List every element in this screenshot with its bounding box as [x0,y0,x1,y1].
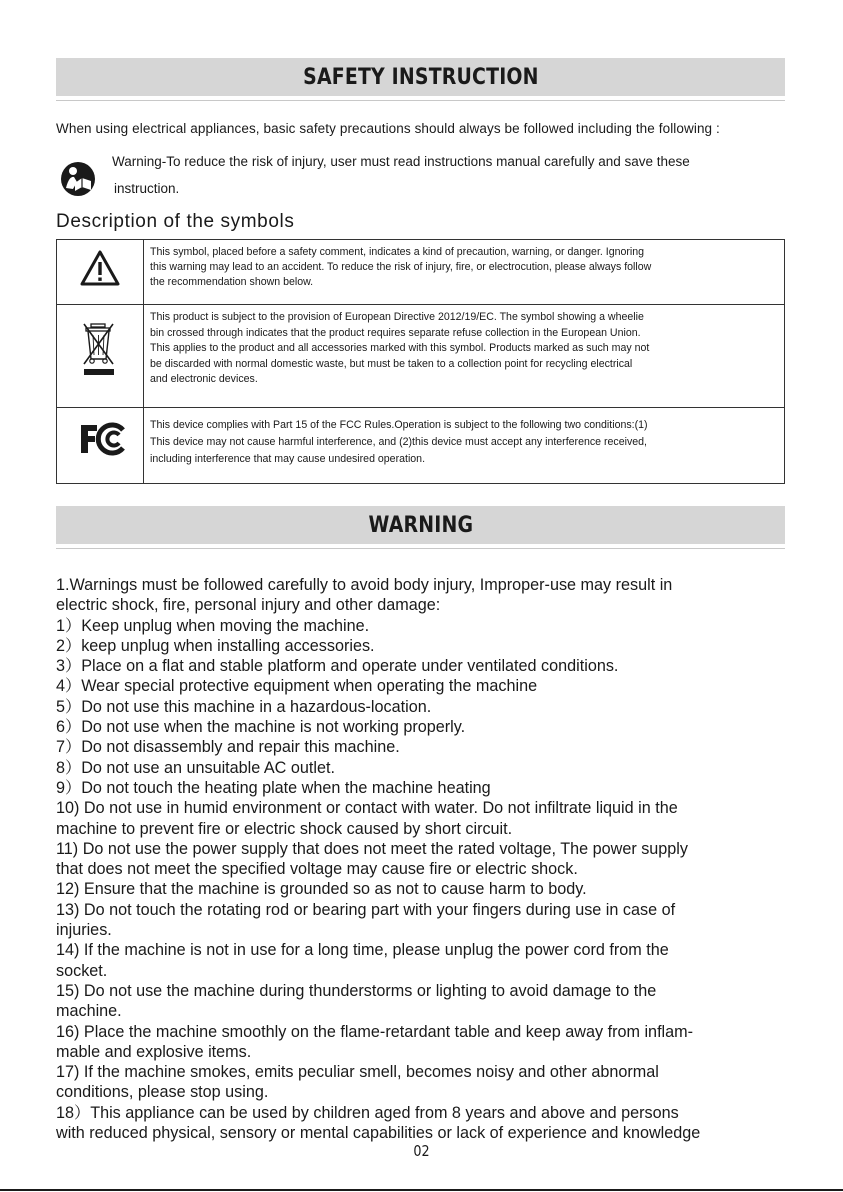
warning-line: 9）Do not touch the heating plate when the machine heating [56,778,491,797]
warning-line: 3）Place on a flat and stable platform and operate under ventilated conditions. [56,657,619,676]
intro-text: When using electrical appliances, basic safety precautions should always be followed including the following : [56,121,720,136]
symbols-heading: Description of the symbols [56,211,295,232]
table-row [57,240,785,305]
warning-line: 15) Do not use the machine during thunderstorms or lighting to avoid damage to the [56,981,657,1000]
warning-line: conditions, please stop using. [56,1083,269,1102]
page-bottom-border [0,1189,843,1191]
warning-line: that does not meet the specified voltage may cause fire or electric shock. [56,860,578,879]
warning-line: socket. [56,961,108,980]
description-line: this warning may lead to an accident. To reduce the risk of injury, fire, or electrocution, please always follow [150,261,652,273]
warning-line: mable and explosive items. [56,1042,252,1061]
symbol-description [144,305,785,408]
description-line: be discarded with normal domestic waste, but must be taken to a collection point for recycling electrical [150,357,633,370]
warning-line: injuries. [56,921,112,940]
description-line: the recommendation shown below. [150,276,314,288]
warning-line: machine to prevent fire or electric shock caused by short circuit. [56,819,513,838]
table-row [57,305,785,408]
description-line: This device complies with Part 15 of the FCC Rules.Operation is subject to the following two conditions:(1) [150,419,648,431]
warning-line: 6）Do not use when the machine is not working properly. [56,718,466,737]
description-line: This device may not cause harmful interference, and (2)this device must accept any interference received, [150,436,647,448]
warning-line: 12) Ensure that the machine is grounded so as not to cause harm to body. [56,880,587,899]
warning-line: 8）Do not use an unsuitable AC outlet. [56,758,335,777]
page-number: 02 [413,1142,430,1160]
fcc-logo-icon [79,422,127,456]
divider [56,548,785,549]
description-line: This applies to the product and all accessories marked with this symbol. Products marked as such may not [150,342,650,354]
warning-line: 10) Do not use in humid environment or contact with water. Do not infiltrate liquid in the [56,799,678,818]
safety-instruction-banner [56,58,785,96]
warning-line: 13) Do not touch the rotating rod or bearing part with your fingers during use in case of [56,900,676,919]
read-manual-icon [60,161,96,197]
symbol-cell [57,305,144,408]
symbol-description [144,408,785,484]
warning-line: 1）Keep unplug when moving the machine. [56,616,370,635]
symbols-table [56,239,785,484]
symbol-description [144,240,785,305]
warning-banner [56,506,785,544]
symbol-cell [57,240,144,305]
divider [56,100,785,101]
warning-line: 18）This appliance can be used by children aged from 8 years and above and persons [56,1103,679,1122]
caution-triangle-icon [80,250,120,286]
description-line: This product is subject to the provision of European Directive 2012/19/EC. The symbol showing a wheelie [150,311,644,323]
warning-line: with reduced physical, sensory or mental capabilities or lack of experience and knowledge [56,1124,701,1143]
warning-line: electric shock, fire, personal injury and other damage: [56,596,441,615]
warning-line: 11) Do not use the power supply that does not meet the rated voltage, The power supply [56,839,688,858]
warning-list [56,575,796,1143]
warning-note-line1: Warning-To reduce the risk of injury, user must read instructions manual carefully and save these [112,154,690,169]
symbol-cell [57,408,144,484]
warning-line: 2）keep unplug when installing accessories. [56,636,375,655]
description-line: including interference that may cause undesired operation. [150,453,426,465]
warning-line: 7）Do not disassembly and repair this machine. [56,738,400,757]
warning-line: 1.Warnings must be followed carefully to avoid body injury, Improper-use may result in [56,576,673,594]
safety-instruction-title: SAFETY INSTRUCTION [302,64,539,90]
description-line: and electronic devices. [150,373,258,385]
warning-line: 16) Place the machine smoothly on the flame-retardant table and keep away from inflam- [56,1022,694,1041]
warning-line: 14) If the machine is not in use for a long time, please unplug the power cord from the [56,941,669,960]
warning-note-line2: instruction. [114,181,180,196]
warning-line: machine. [56,1002,122,1021]
description-line: bin crossed through indicates that the product requires separate refuse collection in the European Union. [150,326,641,339]
description-line: This symbol, placed before a safety comment, indicates a kind of precaution, warning, or danger. Ignoring [150,246,645,258]
warning-title: WARNING [368,512,473,538]
warning-line: 5）Do not use this machine in a hazardous-location. [56,697,432,716]
warning-line: 17) If the machine smokes, emits peculiar smell, becomes noisy and other abnormal [56,1063,659,1082]
crossed-wheelie-bin-icon [81,321,117,379]
table-row [57,408,785,484]
warning-line: 4）Wear special protective equipment when operating the machine [56,677,538,696]
